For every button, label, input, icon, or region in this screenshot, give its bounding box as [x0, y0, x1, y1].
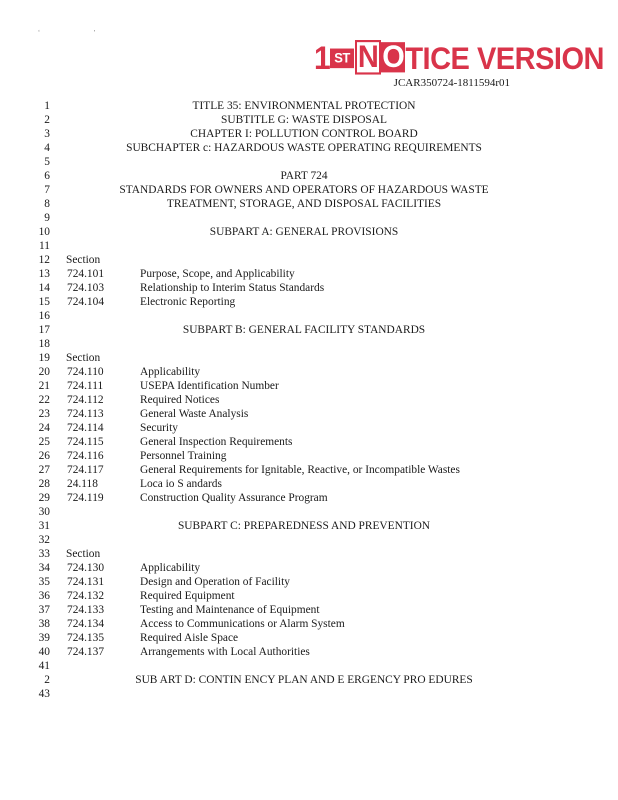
document-line	[0, 99, 618, 113]
line-number: 12	[38, 254, 50, 266]
line-number: 2	[44, 674, 50, 686]
section-title: General Inspection Requirements	[140, 436, 293, 448]
section-label: Section	[66, 254, 101, 266]
heading-text: STANDARDS FOR OWNERS AND OPERATORS OF HAZARDOUS WASTE	[119, 184, 489, 196]
section-title: General Waste Analysis	[140, 408, 249, 420]
section-title: Required Aisle Space	[140, 632, 239, 644]
section-title: General Requirements for Ignitable, Reactive, or Incompatible Wastes	[140, 464, 460, 476]
line-number: 6	[44, 170, 50, 182]
section-title: Required Notices	[140, 394, 220, 406]
line-number: 15	[38, 296, 50, 308]
section-number: 724.130	[67, 562, 105, 574]
section-number: 724.131	[67, 576, 105, 588]
document-line	[0, 589, 618, 603]
section-number: 724.137	[67, 646, 105, 658]
document-line	[0, 239, 618, 253]
section-number: 724.110	[67, 366, 104, 378]
line-number: 13	[38, 268, 50, 280]
section-title: Security	[140, 422, 178, 434]
document-line	[0, 449, 618, 463]
document-line	[0, 267, 618, 281]
section-title: Purpose, Scope, and Applicability	[140, 268, 295, 280]
section-label: Section	[66, 352, 101, 364]
document-line	[0, 253, 618, 267]
line-number: 19	[38, 352, 50, 364]
heading-text: SUBTITLE G: WASTE DISPOSAL	[221, 114, 387, 126]
line-number: 11	[39, 240, 50, 252]
section-title: Applicability	[140, 562, 201, 574]
document-line	[0, 365, 618, 379]
line-number: 3	[44, 128, 50, 140]
line-number: 21	[38, 380, 50, 392]
document-line	[0, 197, 618, 211]
section-title: Relationship to Interim Status Standards	[140, 282, 325, 294]
section-number: 724.103	[67, 282, 105, 294]
document-line	[0, 113, 618, 127]
document-id: JCAR350724-1811594r01	[393, 77, 510, 89]
line-number: 33	[38, 548, 50, 560]
section-number: 724.101	[67, 268, 105, 280]
scan-specks: ‘ ʼ	[38, 30, 122, 36]
line-number: 26	[38, 450, 50, 462]
document-line	[0, 295, 618, 309]
document-line	[0, 407, 618, 421]
section-title: Required Equipment	[140, 590, 235, 602]
document-line	[0, 435, 618, 449]
line-number: 10	[38, 226, 50, 238]
document-line	[0, 281, 618, 295]
document-line	[0, 575, 618, 589]
line-number: 30	[38, 506, 50, 518]
section-number: 724.116	[67, 450, 104, 462]
document-line	[0, 673, 618, 687]
section-number: 724.112	[67, 394, 104, 406]
document-line	[0, 603, 618, 617]
section-number: 724.117	[67, 464, 104, 476]
document-line	[0, 323, 618, 337]
heading-text: SUBPART C: PREPAREDNESS AND PREVENTION	[177, 520, 431, 532]
document-line	[0, 309, 618, 323]
line-number: 8	[44, 198, 50, 210]
line-number: 7	[44, 184, 50, 196]
section-number: 24.118	[67, 478, 98, 490]
line-number: 27	[38, 464, 50, 476]
document-line	[0, 351, 618, 365]
heading-text: CHAPTER I: POLLUTION CONTROL BOARD	[190, 128, 418, 140]
document-line	[0, 547, 618, 561]
document-line	[0, 393, 618, 407]
document-line	[0, 211, 618, 225]
line-number: 4	[44, 142, 50, 154]
line-number: 25	[38, 436, 50, 448]
document-line	[0, 379, 618, 393]
line-number: 9	[44, 212, 50, 224]
document-line	[0, 533, 618, 547]
document-line	[0, 561, 618, 575]
section-number: 724.119	[67, 492, 104, 504]
document-line	[0, 519, 618, 533]
line-number: 18	[38, 338, 50, 350]
line-number: 38	[38, 618, 50, 630]
section-title: Arrangements with Local Authorities	[140, 646, 310, 658]
stamp-ordinal: ST	[330, 49, 354, 68]
section-number: 724.132	[67, 590, 105, 602]
section-label: Section	[66, 548, 101, 560]
line-number: 32	[38, 534, 50, 546]
document-line	[0, 617, 618, 631]
document-line	[0, 183, 618, 197]
section-number: 724.114	[67, 422, 104, 434]
line-number: 40	[38, 646, 50, 658]
heading-text: TREATMENT, STORAGE, AND DISPOSAL FACILITIES	[166, 198, 442, 210]
document-line	[0, 225, 618, 239]
section-title: Loca io S andards	[140, 478, 222, 490]
section-title: Electronic Reporting	[140, 296, 236, 308]
section-title: Personnel Training	[140, 450, 227, 462]
line-number: 24	[38, 422, 50, 434]
document-line	[0, 505, 618, 519]
section-number: 724.111	[67, 380, 104, 392]
line-number: 35	[38, 576, 50, 588]
heading-text: TITLE 35: ENVIRONMENTAL PROTECTION	[192, 100, 416, 112]
line-number: 31	[38, 520, 50, 532]
stamp-n: N	[355, 40, 381, 75]
line-number: 5	[44, 156, 50, 168]
document-line	[0, 659, 618, 673]
heading-text: SUB ART D: CONTIN ENCY PLAN AND E ERGENCY PRO EDURES	[135, 674, 473, 686]
stamp-number: 1	[314, 41, 331, 77]
line-number: 14	[38, 282, 50, 294]
stamp-o: O	[382, 40, 405, 75]
section-title: Testing and Maintenance of Equipment	[140, 604, 320, 616]
line-number: 23	[38, 408, 50, 420]
document-line	[0, 169, 618, 183]
section-number: 724.134	[67, 618, 105, 630]
notice-version-stamp	[314, 40, 604, 79]
line-number: 34	[38, 562, 50, 574]
document-line	[0, 491, 618, 505]
line-number: 29	[38, 492, 50, 504]
line-number: 1	[44, 100, 50, 112]
section-number: 724.104	[67, 296, 105, 308]
line-number: 22	[38, 394, 50, 406]
document-line	[0, 645, 618, 659]
heading-text: SUBPART B: GENERAL FACILITY STANDARDS	[182, 324, 426, 336]
line-number: 20	[38, 366, 50, 378]
document-line	[0, 477, 618, 491]
section-title: Access to Communications or Alarm System	[140, 618, 345, 630]
heading-text: SUBPART A: GENERAL PROVISIONS	[209, 226, 399, 238]
line-number: 41	[38, 660, 50, 672]
line-number: 39	[38, 632, 50, 644]
document-line	[0, 421, 618, 435]
line-number: 17	[38, 324, 50, 336]
line-number: 37	[38, 604, 50, 616]
line-number: 28	[38, 478, 50, 490]
stamp-text: TICE VERSION	[405, 42, 604, 77]
line-number: 36	[38, 590, 50, 602]
section-title: Applicability	[140, 366, 201, 378]
section-number: 724.115	[67, 436, 104, 448]
heading-text: PART 724	[280, 170, 328, 182]
document-line	[0, 463, 618, 477]
line-number: 43	[38, 688, 50, 700]
document-line	[0, 631, 618, 645]
section-number: 724.113	[67, 408, 104, 420]
document-line	[0, 687, 618, 701]
document-line	[0, 127, 618, 141]
document-line	[0, 337, 618, 351]
line-number: 2	[44, 114, 50, 126]
section-title: Construction Quality Assurance Program	[140, 492, 328, 504]
heading-text: SUBCHAPTER c: HAZARDOUS WASTE OPERATING REQUIREMENTS	[126, 142, 482, 154]
section-title: Design and Operation of Facility	[140, 576, 290, 588]
line-number: 16	[38, 310, 50, 322]
section-number: 724.133	[67, 604, 105, 616]
document-line	[0, 155, 618, 169]
section-number: 724.135	[67, 632, 105, 644]
section-title: USEPA Identification Number	[140, 380, 279, 392]
document-line	[0, 141, 618, 155]
